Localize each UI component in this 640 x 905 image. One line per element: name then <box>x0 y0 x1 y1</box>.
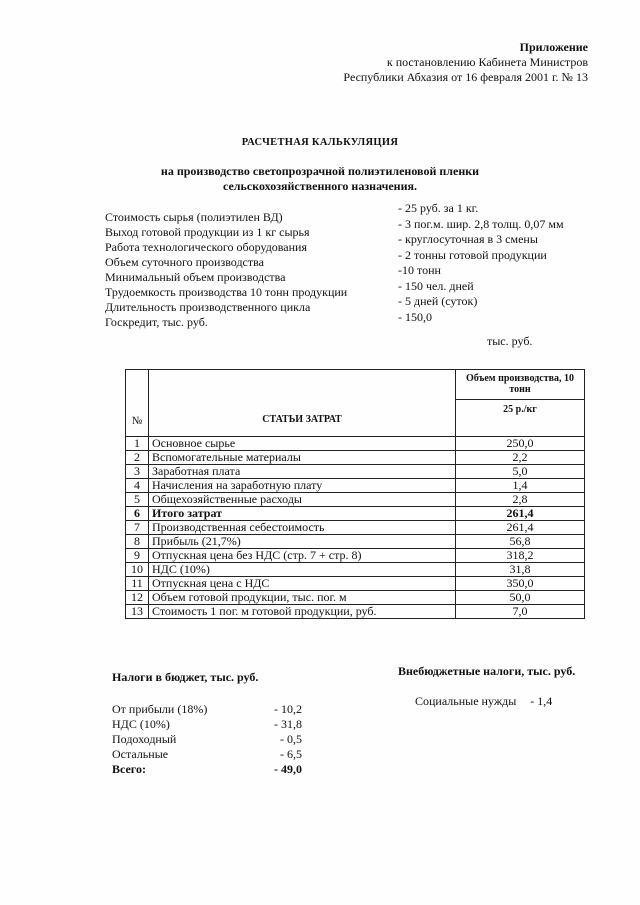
table-row <box>126 563 585 577</box>
budget-taxes-list <box>112 702 302 777</box>
col-items-header: СТАТЬИ ЗАТРАТ <box>149 370 456 437</box>
row-item: Отпускная цена с НДС <box>149 577 456 591</box>
row-item: Начисления на заработную плату <box>149 479 456 493</box>
row-value: 7,0 <box>456 605 585 619</box>
annex-block <box>343 40 588 85</box>
tax-label: Остальные <box>112 747 169 761</box>
table-header-row <box>126 370 585 400</box>
param-value: - 150,0 <box>398 309 432 324</box>
table-row <box>126 465 585 479</box>
param-label: Минимальный объем производства <box>105 270 286 284</box>
tax-value: - 0,5 <box>280 732 302 746</box>
units-label: тыс. руб. <box>487 334 533 348</box>
param-value: - 150 чел. дней <box>398 278 474 293</box>
row-value: 350,0 <box>456 577 585 591</box>
row-number: 3 <box>126 465 149 479</box>
param-label: Работа технологического оборудования <box>105 240 307 254</box>
col-volume-header: Объем производства, 10 тонн <box>456 370 585 400</box>
row-value: 5,0 <box>456 465 585 479</box>
table-row <box>126 577 585 591</box>
table-row <box>126 535 585 549</box>
param-label: Госкредит, тыс. руб. <box>105 315 208 329</box>
row-number: 2 <box>126 451 149 465</box>
param-label: Стоимость сырья (полиэтилен ВД) <box>105 210 283 224</box>
row-value: 50,0 <box>456 591 585 605</box>
tax-total-row <box>112 762 302 777</box>
params-labels <box>105 210 347 330</box>
col-price-header: 25 р./кг <box>456 399 585 436</box>
row-item: Итого затрат <box>149 507 456 521</box>
table-row <box>126 521 585 535</box>
row-item: Общехозяйственные расходы <box>149 493 456 507</box>
tax-label: Подоходный <box>112 732 177 746</box>
row-item: Производственная себестоимость <box>149 521 456 535</box>
row-number: 6 <box>126 507 149 521</box>
row-value: 56,8 <box>456 535 585 549</box>
table-row-total <box>126 507 585 521</box>
param-value: - 5 дней (суток) <box>398 294 478 308</box>
params-values <box>398 201 564 325</box>
row-number: 12 <box>126 591 149 605</box>
subtitle-line-1: на производство светопрозрачной полиэтиленовой пленки <box>160 164 480 178</box>
row-value: 2,2 <box>456 451 585 465</box>
row-item: Стоимость 1 пог. м готовой продукции, руб. <box>149 605 456 619</box>
row-number: 7 <box>126 521 149 535</box>
tax-row <box>112 717 302 732</box>
param-label: Трудоемкость производства 10 тонн продукции <box>105 285 348 299</box>
param-value: - 25 руб. за 1 кг. <box>398 201 479 215</box>
row-number: 9 <box>126 549 149 563</box>
row-item: Вспомогательные материалы <box>149 451 456 465</box>
table-row <box>126 605 585 619</box>
row-value: 318,2 <box>456 549 585 563</box>
cost-table <box>125 369 585 619</box>
annex-title: Приложение <box>519 40 588 54</box>
param-label: Длительность производственного цикла <box>105 300 311 314</box>
table-row <box>126 451 585 465</box>
table-row <box>126 437 585 451</box>
row-number: 8 <box>126 535 149 549</box>
row-value: 2,8 <box>456 493 585 507</box>
tax-row <box>112 702 302 717</box>
row-value: 1,4 <box>456 479 585 493</box>
table-row <box>126 479 585 493</box>
param-label: Выход готовой продукции из 1 кг сырья <box>105 225 310 239</box>
row-item: Заработная плата <box>149 465 456 479</box>
subtitle-line-2: сельскохозяйственного назначения. <box>222 179 418 193</box>
row-value: 250,0 <box>456 437 585 451</box>
row-number: 10 <box>126 563 149 577</box>
row-item: Объем готовой продукции, тыс. пог. м <box>149 591 456 605</box>
table-row <box>126 493 585 507</box>
row-number: 11 <box>126 577 149 591</box>
row-value: 261,4 <box>456 521 585 535</box>
budget-taxes-title: Налоги в бюджет, тыс. руб. <box>112 670 259 684</box>
document-title: РАСЧЕТНАЯ КАЛЬКУЛЯЦИЯ <box>241 137 399 148</box>
param-value: -10 тонн <box>398 263 441 277</box>
row-number: 5 <box>126 493 149 507</box>
row-item: Прибыль (21,7%) <box>149 535 456 549</box>
row-value: 261,4 <box>456 507 585 521</box>
annex-line-2: Республики Абхазия от 16 февраля 2001 г. № 13 <box>343 70 588 84</box>
extra-budget-label: Социальные нужды <box>415 694 517 708</box>
row-number: 1 <box>126 437 149 451</box>
tax-value: - 31,8 <box>274 717 302 731</box>
tax-label: НДС (10%) <box>112 717 170 731</box>
tax-total-value: - 49,0 <box>274 762 302 776</box>
row-number: 13 <box>126 605 149 619</box>
param-value: - 2 тонны готовой продукции <box>398 247 547 262</box>
row-item: Основное сырье <box>149 437 456 451</box>
row-item: НДС (10%) <box>149 563 456 577</box>
table-row <box>126 591 585 605</box>
param-label: Объем суточного производства <box>105 255 264 269</box>
row-item: Отпускная цена без НДС (стр. 7 + стр. 8) <box>149 549 456 563</box>
tax-label: От прибыли (18%) <box>112 702 208 716</box>
extra-budget-row <box>415 694 552 709</box>
tax-row <box>112 732 302 747</box>
extra-budget-title: Внебюджетные налоги, тыс. руб. <box>398 664 576 678</box>
col-no-header: № <box>126 370 149 437</box>
annex-line-1: к постановлению Кабинета Министров <box>386 55 588 69</box>
extra-budget-value: - 1,4 <box>530 694 553 708</box>
table-row <box>126 549 585 563</box>
document-subtitle <box>0 164 640 194</box>
param-value: - круглосуточная в 3 смены <box>398 232 538 246</box>
row-value: 31,8 <box>456 563 585 577</box>
param-value: - 3 пог.м. шир. 2,8 толщ. 0,07 мм <box>398 216 564 231</box>
tax-row <box>112 747 302 762</box>
tax-value: - 10,2 <box>274 702 302 716</box>
tax-total-label: Всего: <box>112 762 146 776</box>
row-number: 4 <box>126 479 149 493</box>
tax-value: - 6,5 <box>280 747 302 761</box>
